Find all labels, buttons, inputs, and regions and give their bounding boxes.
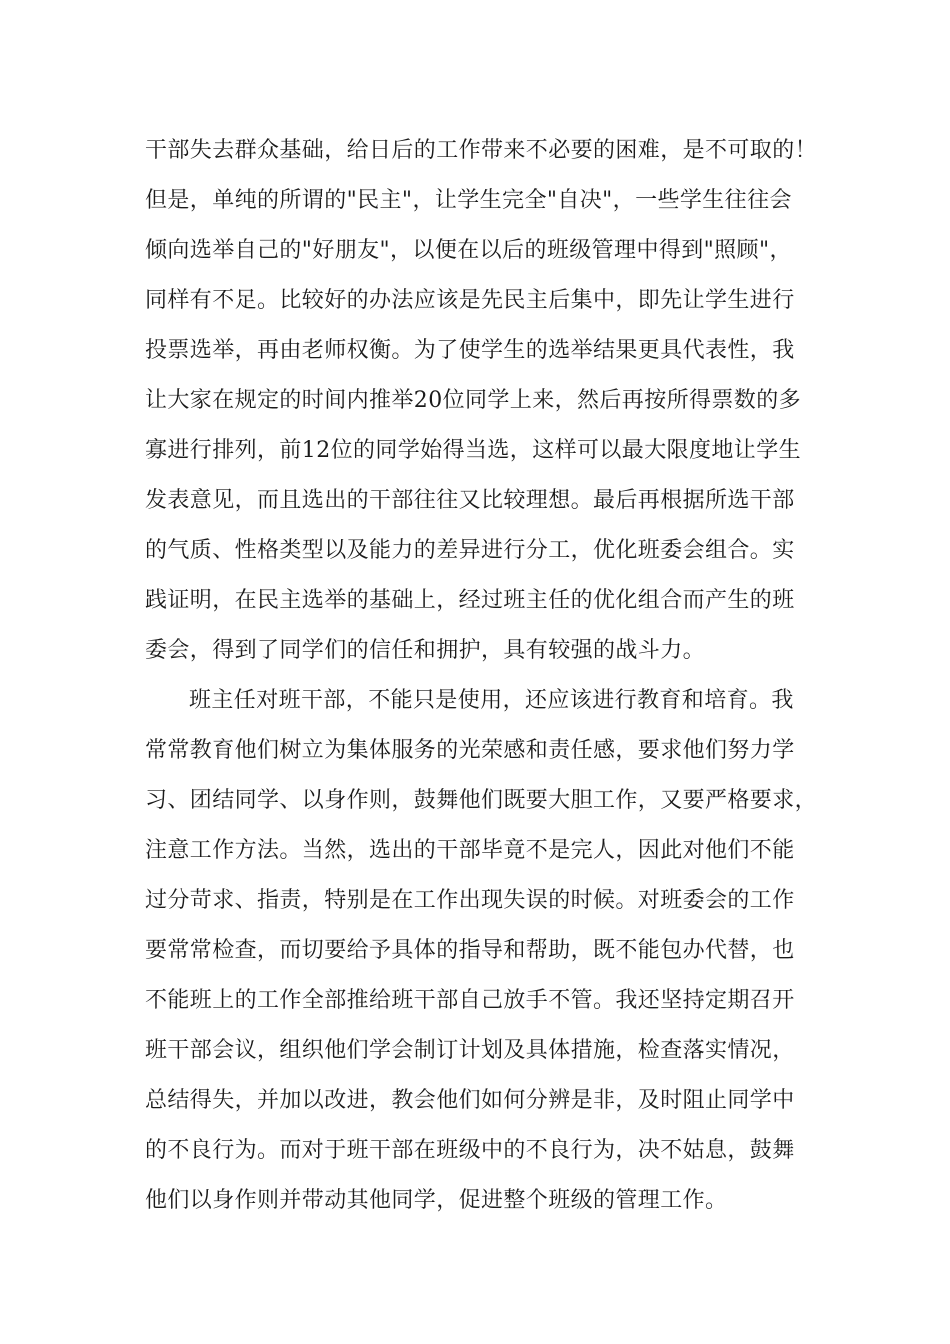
text-line: 的气质、性格类型以及能力的差异进行分工，优化班委会组合。实: [145, 538, 795, 563]
text-line: 班干部会议，组织他们学会制订计划及具体措施，检查落实情况，: [145, 1038, 795, 1063]
text-line: 过分苛求、指责，特别是在工作出现失误的时候。对班委会的工作: [145, 888, 795, 913]
text-line: 投票选举，再由老师权衡。为了使学生的选举结果更具代表性，我: [145, 338, 795, 363]
text-line: 不能班上的工作全部推给班干部自己放手不管。我还坚持定期召开: [145, 988, 795, 1013]
text-line: 同样有不足。比较好的办法应该是先民主后集中，即先让学生进行: [145, 288, 795, 313]
text-line: 但是，单纯的所谓的"民主"，让学生完全"自决"，一些学生往往会: [145, 188, 792, 213]
text-line: 注意工作方法。当然，选出的干部毕竟不是完人，因此对他们不能: [145, 838, 795, 863]
text-line: 践证明，在民主选举的基础上，经过班主任的优化组合而产生的班: [145, 588, 795, 613]
text-line: 习、团结同学、以身作则，鼓舞他们既要大胆工作，又要严格要求，: [145, 788, 818, 813]
text-line: 的不良行为。而对于班干部在班级中的不良行为，决不姑息，鼓舞: [145, 1138, 795, 1163]
text-line: 总结得失，并加以改进，教会他们如何分辨是非，及时阻止同学中: [145, 1088, 795, 1113]
text-line: 倾向选举自己的"好朋友"，以便在以后的班级管理中得到"照顾"，: [145, 238, 792, 263]
text-line: 委会，得到了同学们的信任和拥护，具有较强的战斗力。: [145, 638, 706, 663]
text-line: 干部失去群众基础，给日后的工作带来不必要的困难，是不可取的！: [145, 138, 818, 163]
text-line: 要常常检查，而切要给予具体的指导和帮助，既不能包办代替，也: [145, 938, 795, 963]
text-line: 让大家在规定的时间内推举20位同学上来，然后再按所得票数的多: [145, 388, 801, 413]
text-line: 常常教育他们树立为集体服务的光荣感和责任感，要求他们努力学: [145, 738, 795, 763]
text-line: 班主任对班干部，不能只是使用，还应该进行教育和培育。我: [189, 688, 794, 713]
text-line: 发表意见，而且选出的干部往往又比较理想。最后再根据所选干部: [145, 488, 795, 513]
text-line: 他们以身作则并带动其他同学，促进整个班级的管理工作。: [145, 1188, 728, 1213]
text-line: 寡进行排列，前12位的同学始得当选，这样可以最大限度地让学生: [145, 438, 801, 463]
